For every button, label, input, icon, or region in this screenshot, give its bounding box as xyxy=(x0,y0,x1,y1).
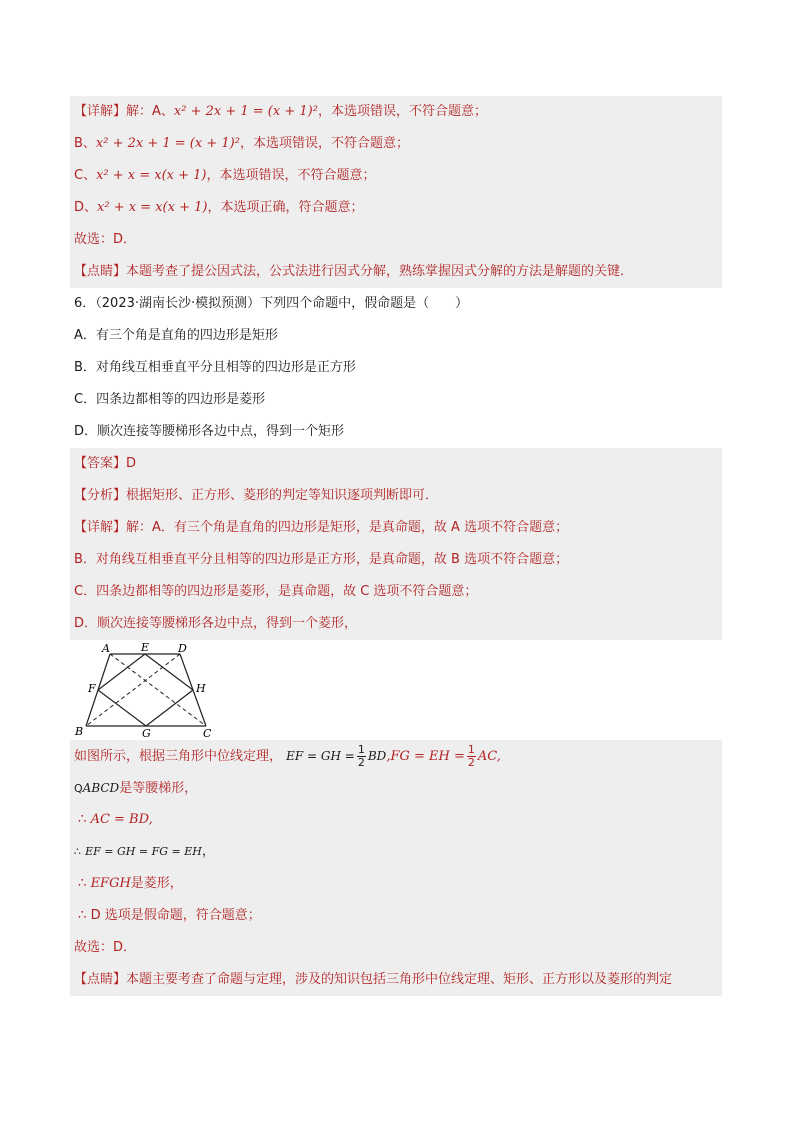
proof-line-1: 如图所示，根据三角形中位线定理， EF = GH = $\frac{1}{2}$ BD,FG = EH = $\frac{1}{2}$ AC, xyxy=(70,740,722,772)
diagonal-ac xyxy=(110,654,206,726)
proof-line-2: QABCD是等腰梯形， xyxy=(70,772,722,804)
trapezoid-diagram xyxy=(72,642,212,738)
answer-tag: 【答案】 xyxy=(74,456,127,471)
proof-line-3: ∴ AC = BD, xyxy=(70,804,722,836)
q6-answer: 【答案】D xyxy=(70,448,722,480)
fraction-half-red: $\frac{1}{2}$ xyxy=(467,743,475,769)
q5-comment: 【点睛】本题考查了提公因式法，公式法进行因式分解，熟练掌握因式分解的方法是解题的关键． xyxy=(70,256,722,288)
label-a: A xyxy=(102,642,110,655)
label-e: E xyxy=(141,642,150,654)
q5-detail-a: 【详解】解：A、x² + 2x + 1 = (x + 1)²，本选项错误，不符合题意； xyxy=(70,96,722,128)
detail-tag: 【详解】 xyxy=(74,520,127,535)
figure-row xyxy=(70,640,722,740)
q6-choice: 故选：D． xyxy=(70,932,722,964)
diagonal-bd xyxy=(86,654,180,726)
proof-line-5: ∴ EFGH是菱形， xyxy=(70,868,722,900)
q6-detail-b: B．对角线互相垂直平分且相等的四边形是正方形，是真命题，故 B 选项不符合题意； xyxy=(70,544,722,576)
label-d: D xyxy=(178,642,187,655)
fraction-half: $\frac{1}{2}$ xyxy=(357,743,365,769)
label-h: H xyxy=(196,682,206,695)
label-c: C xyxy=(203,727,212,738)
detail-tag: 【详解】 xyxy=(74,104,127,119)
comment-tag: 【点睛】 xyxy=(74,264,127,279)
q6-option-b: B．对角线互相垂直平分且相等的四边形是正方形 xyxy=(70,352,722,384)
comment-tag: 【点睛】 xyxy=(74,972,127,987)
q5-detail-d: D、x² + x = x(x + 1)，本选项正确，符合题意； xyxy=(70,192,722,224)
q5-detail-b: B、x² + 2x + 1 = (x + 1)²，本选项错误，不符合题意； xyxy=(70,128,722,160)
edge-he xyxy=(145,654,193,690)
q6-option-d: D．顺次连接等腰梯形各边中点，得到一个矩形 xyxy=(70,416,722,448)
label-g: G xyxy=(142,727,151,738)
q6-detail-d: D．顺次连接等腰梯形各边中点，得到一个菱形， xyxy=(70,608,722,640)
q6-stem: 6．（2023·湖南长沙·模拟预测）下列四个命题中，假命题是（ ） xyxy=(70,288,722,320)
answer-page xyxy=(70,96,722,996)
proof-line-6: ∴ D 选项是假命题，符合题意； xyxy=(70,900,722,932)
q5-choice: 故选：D． xyxy=(70,224,722,256)
label-f: F xyxy=(88,682,96,695)
edge-fg xyxy=(98,690,146,726)
q6-option-c: C．四条边都相等的四边形是菱形 xyxy=(70,384,722,416)
proof-line-4: ∴ EF = GH = FG = EH， xyxy=(70,836,722,868)
q6-comment: 【点睛】本题主要考查了命题与定理，涉及的知识包括三角形中位线定理、矩形、正方形以及菱形的判定 xyxy=(70,964,722,996)
label-b: B xyxy=(75,725,84,738)
edge-ef xyxy=(98,654,145,690)
q6-option-a: A．有三个角是直角的四边形是矩形 xyxy=(70,320,722,352)
edge-gh xyxy=(146,690,193,726)
q6-detail-a: 【详解】解：A．有三个角是直角的四边形是矩形，是真命题，故 A 选项不符合题意； xyxy=(70,512,722,544)
q6-detail-c: C．四条边都相等的四边形是菱形，是真命题，故 C 选项不符合题意； xyxy=(70,576,722,608)
q5-detail-c: C、x² + x = x(x + 1)，本选项错误，不符合题意； xyxy=(70,160,722,192)
q6-analysis: 【分析】根据矩形、正方形、菱形的判定等知识逐项判断即可． xyxy=(70,480,722,512)
analysis-tag: 【分析】 xyxy=(74,488,127,503)
trapezoid-figure xyxy=(72,642,212,738)
